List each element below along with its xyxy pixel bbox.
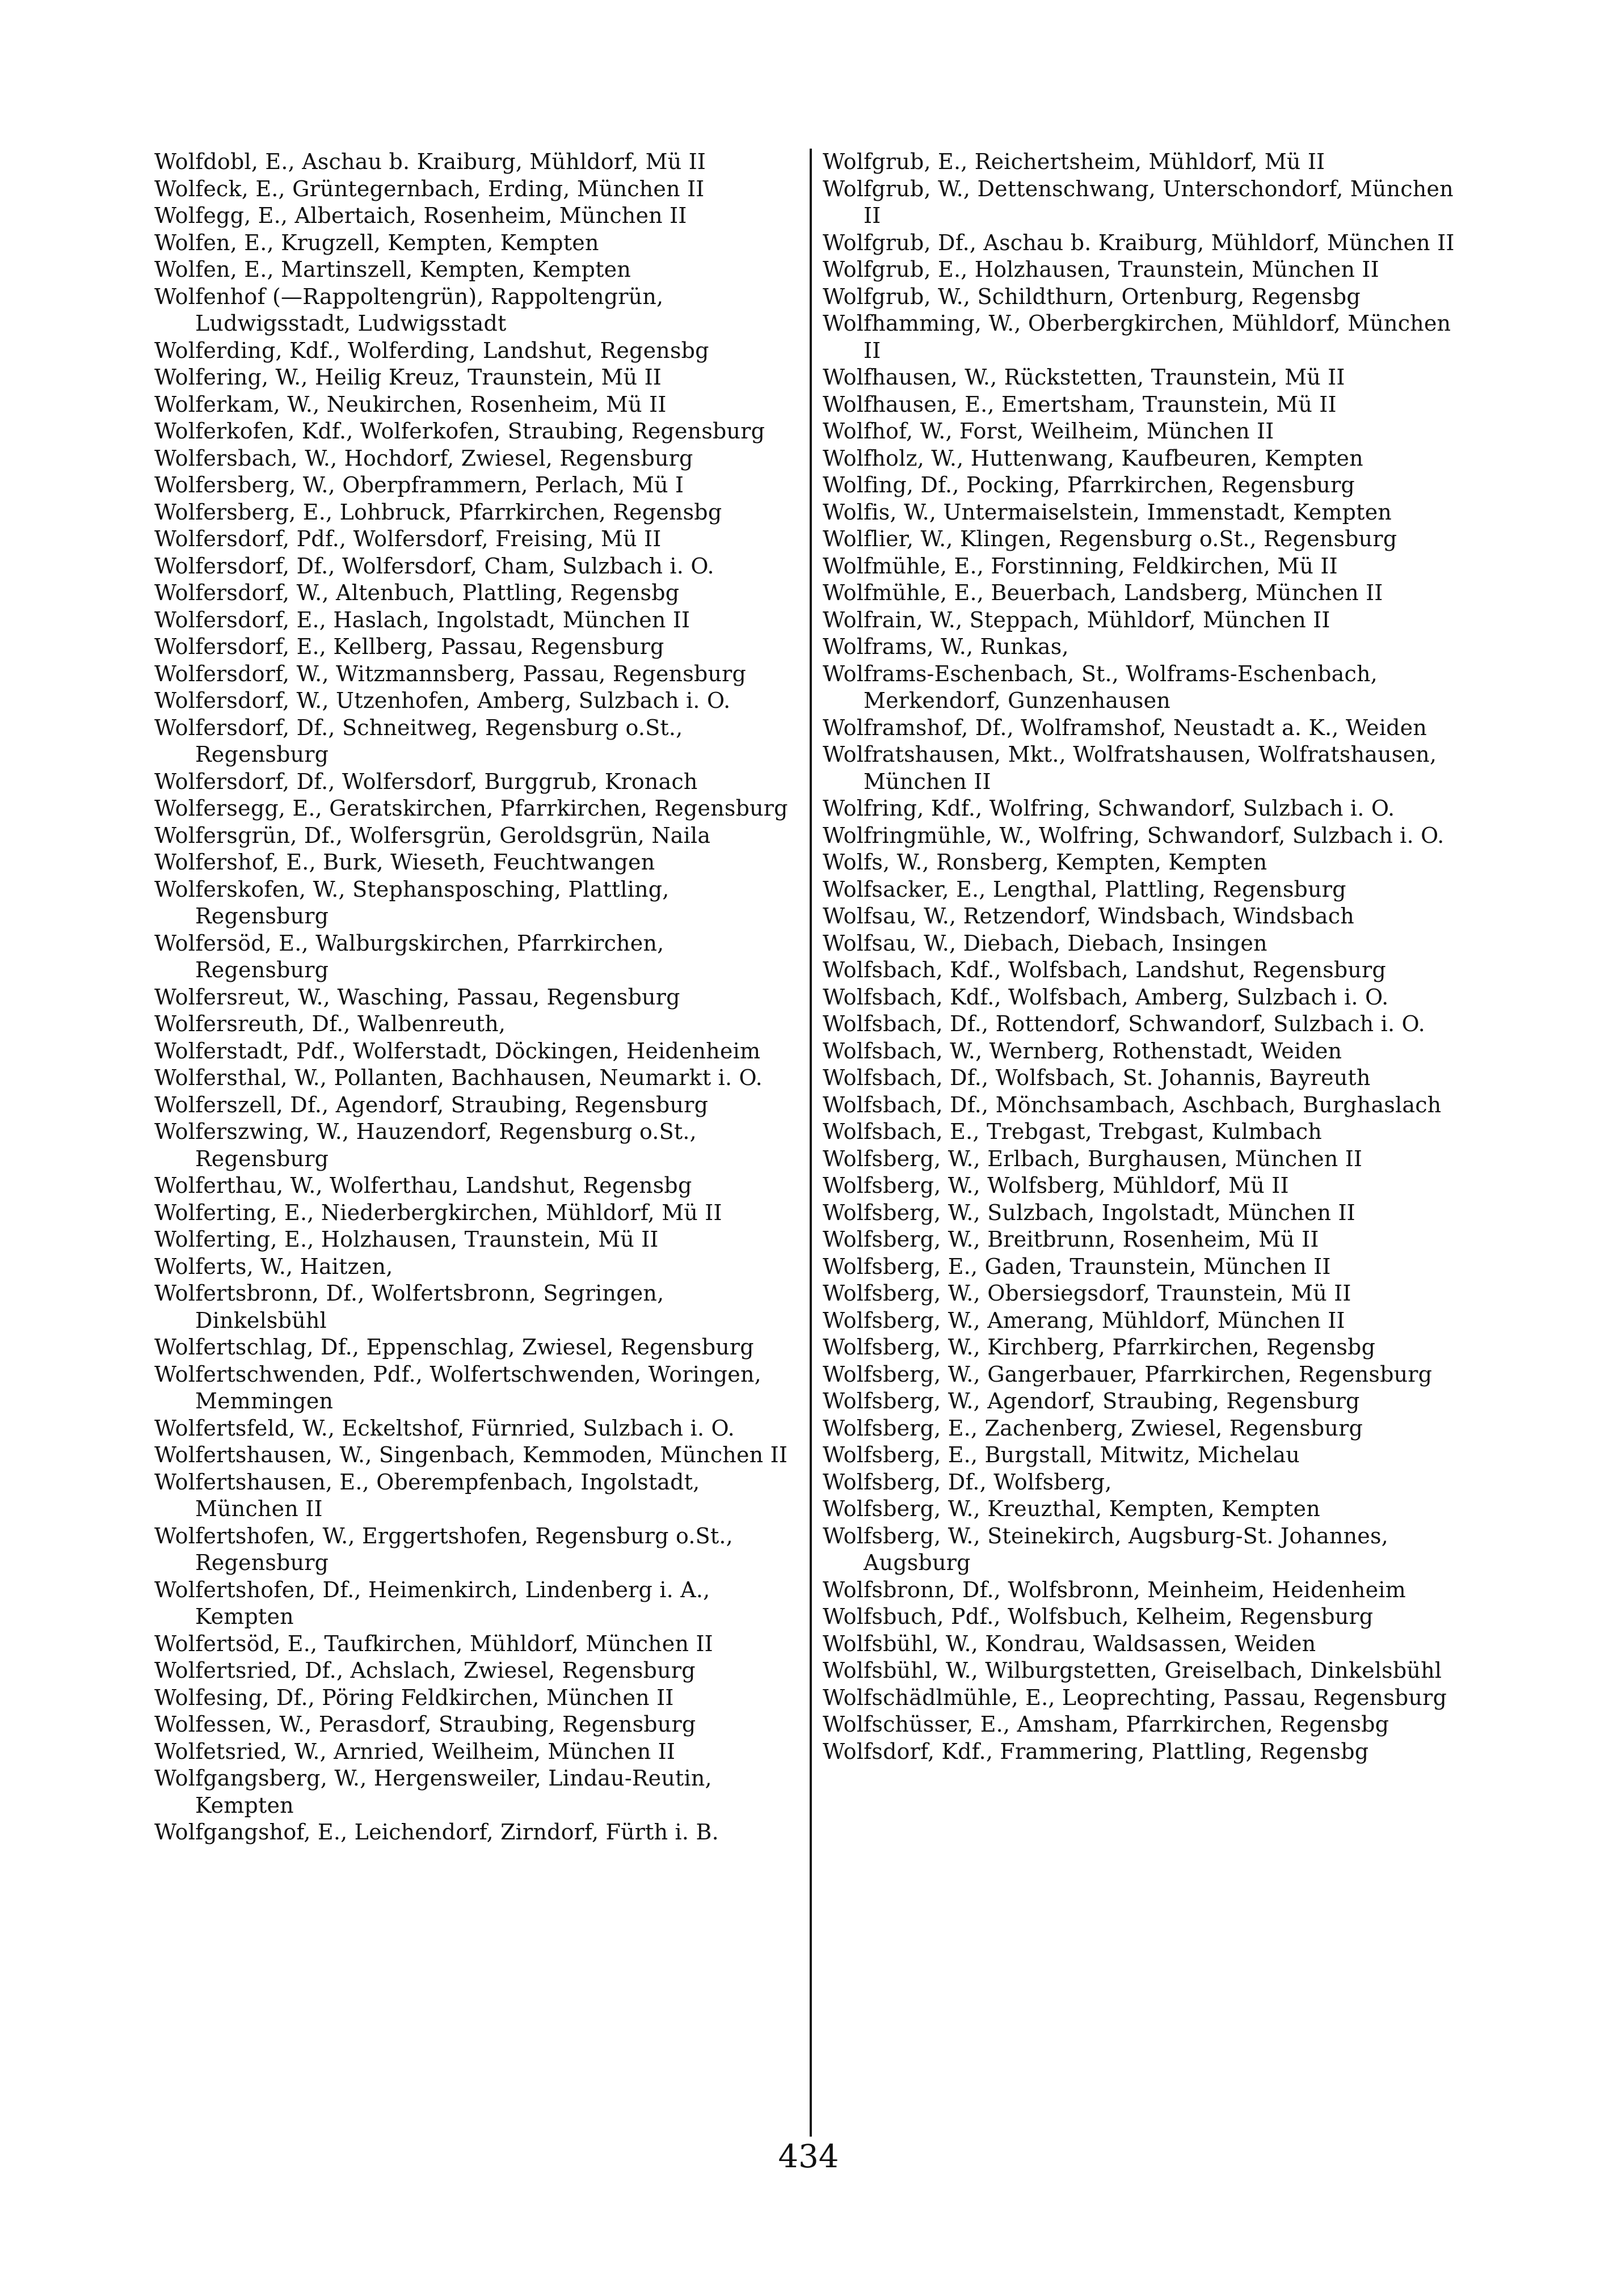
gazetteer-entry: Wolfsberg, W., Steinekirch, Augsburg-St. Johannes, Augsburg <box>823 1523 1388 1575</box>
gazetteer-entry: Wolferstadt, Pdf., Wolferstadt, Döckingen, Heidenheim <box>154 1038 761 1063</box>
gazetteer-entry: Wolfmühle, E., Forstinning, Feldkirchen, Mü II <box>823 553 1338 579</box>
gazetteer-entry: Wolfhamming, W., Oberbergkirchen, Mühldorf, München II <box>823 311 1451 363</box>
gazetteer-entry: Wolfersgrün, Df., Wolfersgrün, Geroldsgrün, Naila <box>154 822 711 848</box>
gazetteer-entry: Wolfschüsser, E., Amsham, Pfarrkirchen, Regensbg <box>823 1712 1389 1737</box>
gazetteer-entry: Wolfhausen, E., Emertsham, Traunstein, Mü II <box>823 391 1337 417</box>
gazetteer-entry: Wolfesing, Df., Pöring Feldkirchen, München II <box>154 1685 674 1710</box>
gazetteer-entry: Wolfringmühle, W., Wolfring, Schwandorf, Sulzbach i. O. <box>823 822 1445 848</box>
gazetteer-entry: Wolfersdorf, Df., Wolfersdorf, Burggrub, Kronach <box>154 769 698 794</box>
gazetteer-entry: Wolfsberg, W., Kirchberg, Pfarrkirchen, Regensbg <box>823 1335 1376 1360</box>
gazetteer-entry: Wolfertsöd, E., Taufkirchen, Mühldorf, München II <box>154 1631 713 1656</box>
gazetteer-entry: Wolfersthal, W., Pollanten, Bachhausen, Neumarkt i. O. <box>154 1065 763 1090</box>
gazetteer-entry: Wolfersreut, W., Wasching, Passau, Regensburg <box>154 984 680 1010</box>
gazetteer-entry: Wolfhof, W., Forst, Weilheim, München II <box>823 419 1274 444</box>
gazetteer-entry: Wolfrain, W., Steppach, Mühldorf, München II <box>823 607 1330 632</box>
gazetteer-entry: Wolfeck, E., Grüntegernbach, Erding, München II <box>154 176 705 201</box>
gazetteer-entry: Wolfsberg, W., Gangerbauer, Pfarrkirchen, Regensburg <box>823 1361 1433 1387</box>
gazetteer-entry: Wolfersbach, W., Hochdorf, Zwiesel, Regensburg <box>154 445 693 471</box>
gazetteer-entry: Wolfertschlag, Df., Eppenschlag, Zwiesel, Regensburg <box>154 1335 754 1360</box>
gazetteer-entry: Wolferting, E., Holzhausen, Traunstein, Mü II <box>154 1227 659 1252</box>
gazetteer-entry: Wolferszwing, W., Hauzendorf, Regensburg o.St., Regensburg <box>154 1119 697 1171</box>
gazetteer-entry: Wolfsbach, W., Wernberg, Rothenstadt, Weiden <box>823 1038 1342 1063</box>
gazetteer-entry: Wolfersdorf, W., Altenbuch, Plattling, Regensbg <box>154 580 680 605</box>
gazetteer-entry: Wolfersdorf, W., Witzmannsberg, Passau, Regensburg <box>154 661 747 686</box>
gazetteer-entry: Wolfertsbronn, Df., Wolfertsbronn, Segringen, Dinkelsbühl <box>154 1281 664 1333</box>
gazetteer-entry: Wolfsbühl, W., Wilburgstetten, Greiselbach, Dinkelsbühl <box>823 1658 1442 1683</box>
gazetteer-entry: Wolfersberg, E., Lohbruck, Pfarrkirchen, Regensbg <box>154 499 722 525</box>
gazetteer-entry: Wolfsberg, W., Wolfsberg, Mühldorf, Mü II <box>823 1173 1289 1198</box>
gazetteer-entry: Wolfsberg, E., Burgstall, Mitwitz, Michelau <box>823 1442 1300 1467</box>
gazetteer-entry: Wolfhausen, W., Rückstetten, Traunstein, Mü II <box>823 365 1345 390</box>
gazetteer-entry: Wolfdobl, E., Aschau b. Kraiburg, Mühldorf, Mü II <box>154 149 706 174</box>
gazetteer-entry: Wolfsberg, W., Agendorf, Straubing, Regensburg <box>823 1388 1360 1413</box>
gazetteer-entry: Wolfersdorf, Df., Schneitweg, Regensburg o.St., Regensburg <box>154 715 683 767</box>
gazetteer-entry: Wolferting, E., Niederbergkirchen, Mühldorf, Mü II <box>154 1200 722 1225</box>
gazetteer-entry: Wolferts, W., Haitzen, <box>154 1253 393 1279</box>
gazetteer-entry: Wolfgangsberg, W., Hergensweiler, Lindau-Reutin, Kempten <box>154 1766 712 1818</box>
gazetteer-entry: Wolferding, Kdf., Wolferding, Landshut, Regensbg <box>154 337 709 363</box>
gazetteer-entry: Wolfsberg, Df., Wolfsberg, <box>823 1469 1112 1495</box>
gazetteer-entry: Wolfsberg, E., Gaden, Traunstein, München II <box>823 1253 1331 1279</box>
gazetteer-entry: Wolfgrub, W., Dettenschwang, Unterschondorf, München II <box>823 176 1454 228</box>
gazetteer-entry: Wolfsbühl, W., Kondrau, Waldsassen, Weiden <box>823 1631 1316 1656</box>
gazetteer-entry: Wolfenhof (—Rappoltengrün), Rappoltengrün, Ludwigsstadt, Ludwigsstadt <box>154 284 664 336</box>
gazetteer-entry: Wolfetsried, W., Arnried, Weilheim, München II <box>154 1738 676 1764</box>
gazetteer-entry: Wolfgrub, W., Schildthurn, Ortenburg, Regensbg <box>823 284 1361 309</box>
gazetteer-entry: Wolfsau, W., Retzendorf, Windsbach, Windsbach <box>823 904 1354 928</box>
gazetteer-entry: Wolfsberg, W., Sulzbach, Ingolstadt, München II <box>823 1200 1355 1225</box>
column-divider <box>810 149 812 2137</box>
gazetteer-entry: Wolfsbach, Kdf., Wolfsbach, Amberg, Sulzbach i. O. <box>823 984 1389 1010</box>
gazetteer-entry: Wolfsberg, E., Zachenberg, Zwiesel, Regensburg <box>823 1415 1363 1441</box>
gazetteer-entry: Wolfering, W., Heilig Kreuz, Traunstein, Mü II <box>154 365 662 390</box>
gazetteer-entry: Wolfsbach, Df., Mönchsambach, Aschbach, Burghaslach <box>823 1092 1442 1117</box>
gazetteer-entry: Wolfersdorf, E., Haslach, Ingolstadt, München II <box>154 607 690 632</box>
page-number: 434 <box>778 2138 839 2175</box>
gazetteer-entry: Wolflier, W., Klingen, Regensburg o.St., Regensburg <box>823 526 1397 551</box>
gazetteer-entry: Wolfgrub, E., Holzhausen, Traunstein, München II <box>823 257 1379 282</box>
gazetteer-entry: Wolfersöd, E., Walburgskirchen, Pfarrkirchen, Regensburg <box>154 930 664 982</box>
gazetteer-entry: Wolfsacker, E., Lengthal, Plattling, Regensburg <box>823 876 1346 902</box>
gazetteer-entry: Wolfsau, W., Diebach, Diebach, Insingen <box>823 930 1268 956</box>
gazetteer-entry: Wolfersberg, W., Oberpframmern, Perlach, Mü I <box>154 472 684 497</box>
gazetteer-entry: Wolfersegg, E., Geratskirchen, Pfarrkirchen, Regensburg <box>154 796 788 821</box>
gazetteer-entry: Wolfgangshof, E., Leichendorf, Zirndorf, Fürth i. B. <box>154 1820 719 1845</box>
gazetteer-entry: Wolfertshausen, E., Oberempfenbach, Ingolstadt, München II <box>154 1469 700 1521</box>
gazetteer-entry: Wolfershof, E., Burk, Wieseth, Feuchtwangen <box>154 850 655 875</box>
gazetteer-entry: Wolfing, Df., Pocking, Pfarrkirchen, Regensburg <box>823 472 1355 497</box>
gazetteer-entry: Wolferkam, W., Neukirchen, Rosenheim, Mü II <box>154 391 667 417</box>
gazetteer-entry: Wolfgrub, E., Reichertsheim, Mühldorf, Mü II <box>823 149 1325 174</box>
gazetteer-entry: Wolfersdorf, W., Utzenhofen, Amberg, Sulzbach i. O. <box>154 688 731 713</box>
gazetteer-entry: Wolferkofen, Kdf., Wolferkofen, Straubing, Regensburg <box>154 419 765 444</box>
gazetteer-entry: Wolfertsried, Df., Achslach, Zwiesel, Regensburg <box>154 1658 696 1683</box>
gazetteer-entry: Wolfs, W., Ronsberg, Kempten, Kempten <box>823 850 1268 875</box>
gazetteer-entry: Wolfsbuch, Pdf., Wolfsbuch, Kelheim, Regensburg <box>823 1604 1374 1629</box>
gazetteer-entry: Wolfsbach, Df., Wolfsbach, St. Johannis, Bayreuth <box>823 1065 1371 1090</box>
gazetteer-entry: Wolfgrub, Df., Aschau b. Kraiburg, Mühldorf, München II <box>823 230 1455 255</box>
gazetteer-entry: Wolfersdorf, Pdf., Wolfersdorf, Freising, Mü II <box>154 526 662 551</box>
gazetteer-entry: Wolfsberg, W., Kreuzthal, Kempten, Kempten <box>823 1496 1320 1521</box>
gazetteer-entry: Wolfertshofen, W., Erggertshofen, Regensburg o.St., Regensburg <box>154 1523 733 1575</box>
gazetteer-entry: Wolframs, W., Runkas, <box>823 634 1069 659</box>
gazetteer-entry: Wolfertsfeld, W., Eckeltshof, Fürnried, Sulzbach i. O. <box>154 1415 735 1441</box>
gazetteer-entry: Wolferszell, Df., Agendorf, Straubing, Regensburg <box>154 1092 709 1117</box>
gazetteer-entry: Wolfen, E., Krugzell, Kempten, Kempten <box>154 230 599 255</box>
right-column <box>823 149 1464 1765</box>
gazetteer-entry: Wolfegg, E., Albertaich, Rosenheim, München II <box>154 203 687 228</box>
left-column <box>154 149 801 1846</box>
gazetteer-entry: Wolfsdorf, Kdf., Frammering, Plattling, Regensbg <box>823 1738 1369 1764</box>
gazetteer-entry: Wolfsberg, W., Erlbach, Burghausen, München II <box>823 1146 1363 1171</box>
gazetteer-entry: Wolfertshausen, W., Singenbach, Kemmoden, München II <box>154 1442 788 1467</box>
gazetteer-entry: Wolfholz, W., Huttenwang, Kaufbeuren, Kempten <box>823 445 1363 471</box>
gazetteer-entry: Wolframshof, Df., Wolframshof, Neustadt a. K., Weiden <box>823 715 1427 740</box>
gazetteer-entry: Wolfis, W., Untermaiselstein, Immenstadt, Kempten <box>823 499 1392 525</box>
gazetteer-entry: Wolfessen, W., Perasdorf, Straubing, Regensburg <box>154 1712 696 1737</box>
gazetteer-entry: Wolfsberg, W., Amerang, Mühldorf, München II <box>823 1307 1345 1333</box>
gazetteer-entry: Wolfen, E., Martinszell, Kempten, Kempten <box>154 257 631 282</box>
gazetteer-entry: Wolfschädlmühle, E., Leoprechting, Passau, Regensburg <box>823 1685 1447 1710</box>
gazetteer-entry: Wolfersdorf, Df., Wolfersdorf, Cham, Sulzbach i. O. <box>154 553 714 579</box>
gazetteer-entry: Wolfsberg, W., Breitbrunn, Rosenheim, Mü II <box>823 1227 1319 1252</box>
gazetteer-entry: Wolfersdorf, E., Kellberg, Passau, Regensburg <box>154 634 664 659</box>
gazetteer-entry: Wolfertschwenden, Pdf., Wolfertschwenden, Woringen, Memmingen <box>154 1361 761 1413</box>
gazetteer-entry: Wolfmühle, E., Beuerbach, Landsberg, München II <box>823 580 1383 605</box>
gazetteer-entry: Wolferthau, W., Wolferthau, Landshut, Regensbg <box>154 1173 692 1198</box>
gazetteer-entry: Wolfsbronn, Df., Wolfsbronn, Meinheim, Heidenheim <box>823 1577 1406 1602</box>
gazetteer-entry: Wolferskofen, W., Stephansposching, Plattling, Regensburg <box>154 876 669 928</box>
gazetteer-entry: Wolfsbach, Kdf., Wolfsbach, Landshut, Regensburg <box>823 957 1386 982</box>
gazetteer-entry: Wolfersreuth, Df., Walbenreuth, <box>154 1011 506 1036</box>
gazetteer-entry: Wolfratshausen, Mkt., Wolfratshausen, Wolfratshausen, München II <box>823 742 1437 794</box>
gazetteer-entry: Wolfsberg, W., Obersiegsdorf, Traunstein, Mü II <box>823 1281 1351 1306</box>
gazetteer-entry: Wolfring, Kdf., Wolfring, Schwandorf, Sulzbach i. O. <box>823 796 1395 821</box>
gazetteer-entry: Wolfsbach, E., Trebgast, Trebgast, Kulmbach <box>823 1119 1322 1144</box>
gazetteer-entry: Wolframs-Eschenbach, St., Wolframs-Eschenbach, Merkendorf, Gunzenhausen <box>823 661 1378 713</box>
gazetteer-entry: Wolfertshofen, Df., Heimenkirch, Lindenberg i. A., Kempten <box>154 1577 710 1629</box>
gazetteer-entry: Wolfsbach, Df., Rottendorf, Schwandorf, Sulzbach i. O. <box>823 1011 1425 1036</box>
